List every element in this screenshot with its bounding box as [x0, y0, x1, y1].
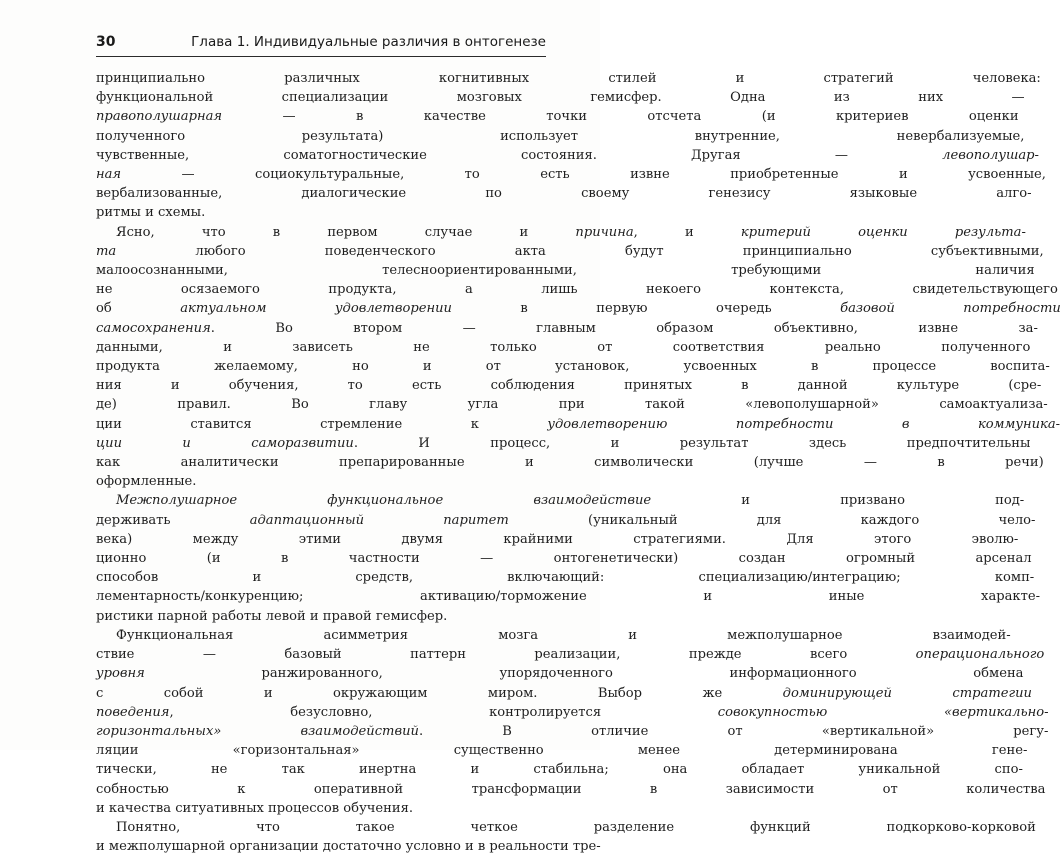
- paragraph: [96, 818, 1036, 856]
- text-run: и качества ситуативных процессов обучения.: [96, 800, 414, 816]
- text-line: [96, 88, 1025, 107]
- text-run: . В отличие от «вертикальной» регу-: [418, 723, 1049, 739]
- text-line: [96, 511, 1036, 530]
- text-run: данными, и зависеть не только от соответствия реально полученного: [96, 339, 1031, 355]
- text-line: [96, 338, 1031, 357]
- text-run: малоосознанными, телесноориентированными, требующими наличия: [96, 263, 1035, 279]
- text-run: и призвано под-: [651, 493, 1025, 509]
- italic-text: причина: [575, 224, 634, 240]
- italic-text: ная: [96, 167, 122, 183]
- text-line: [96, 549, 1032, 568]
- text-line: [96, 722, 1049, 741]
- italic-text: правополушарная: [96, 109, 223, 125]
- text-run: , и: [633, 224, 741, 240]
- text-run: ристики парной работы левой и правой гемисфер.: [96, 608, 448, 624]
- text-run: функциональной специализации мозговых гемисфер. Одна из них —: [96, 90, 1025, 106]
- text-line: [96, 242, 1044, 261]
- italic-text: левополушар-: [942, 147, 1039, 163]
- text-run: Функциональная асимметрия мозга и межполушарное взаимодей-: [116, 627, 1011, 643]
- italic-text: совокупностью «вертикально-: [717, 704, 1049, 720]
- italic-text: самосохранения: [96, 320, 211, 336]
- text-run: — социокультуральные, то есть извне приобретенные и усвоенные,: [121, 167, 1046, 183]
- text-run: вербализованные, диалогические по своему генезису языковые алго-: [96, 186, 1032, 202]
- text-run: принципиально различных когнитивных стилей и стратегий человека:: [96, 71, 1041, 86]
- italic-text: поведения: [96, 704, 170, 720]
- text-line: [96, 799, 546, 818]
- text-run: ствие — базовый паттерн реализации, прежде всего: [96, 647, 916, 663]
- text-line: [96, 319, 1038, 338]
- text-run: чувственные, соматогностические состояния. Другая —: [96, 147, 943, 163]
- italic-text: базовой потребности: [840, 301, 1061, 317]
- text-line: [96, 530, 1019, 549]
- text-run: века) между этими двумя крайними стратегиями. Для этого эволю-: [96, 531, 1019, 547]
- text-run: , безусловно, контролируется: [169, 704, 718, 720]
- text-line: [96, 280, 1058, 299]
- text-run: ранжированного, упорядоченного информационного обмена: [144, 666, 1024, 682]
- text-run: любого поведенческого акта будут принципиально субъективными,: [116, 243, 1044, 259]
- text-run: ритмы и схемы.: [96, 205, 206, 221]
- paragraph: [96, 223, 1061, 492]
- italic-text: уровня: [96, 666, 145, 682]
- text-run: полученного результата) использует внутренние, невербализуемые,: [96, 128, 1025, 144]
- text-run: Ясно, что в первом случае и: [116, 224, 576, 240]
- running-head: Глава 1. Индивидуальные различия в онтогенезе: [191, 34, 546, 50]
- text-run: оформленные.: [96, 474, 197, 490]
- text-run: — в качестве точки отсчета (и критериев оценки: [222, 109, 1019, 125]
- text-run: в первую очередь: [451, 301, 841, 317]
- text-run: и межполушарной организации достаточно условно и в реальности тре-: [96, 839, 601, 855]
- text-line: [96, 703, 1049, 722]
- text-line: [96, 491, 1025, 510]
- text-line: [96, 203, 546, 222]
- text-line: [96, 165, 1046, 184]
- text-line: [96, 184, 1032, 203]
- text-run: не осязаемого продукта, а лишь некоего контекста, свидетельствующего: [96, 282, 1058, 298]
- text-run: с собой и окружающим миром. Выбор же: [96, 685, 783, 701]
- italic-text: доминирующей стратегии: [782, 685, 1032, 701]
- text-line: [96, 127, 1025, 146]
- text-line: [96, 69, 1041, 88]
- text-line: [96, 664, 1024, 683]
- text-run: . Во втором — главным образом объективно, извне за-: [210, 320, 1038, 336]
- text-run: продукта желаемому, но и от установок, усвоенных в процессе воспита-: [96, 359, 1050, 375]
- paragraph: [96, 626, 1049, 818]
- text-line: [96, 626, 1011, 645]
- text-line: [96, 645, 1045, 664]
- text-line: [96, 472, 546, 491]
- page-header: [96, 34, 546, 54]
- text-line: [96, 684, 1032, 703]
- italic-text: удовлетворению потребности в коммуника-: [547, 416, 1061, 432]
- text-run: . И процесс, и результат здесь предпочтительны: [353, 435, 1031, 451]
- text-line: [96, 607, 546, 626]
- text-line: [96, 376, 1042, 395]
- text-line: [96, 299, 1061, 318]
- italic-text: операционального: [915, 647, 1045, 663]
- italic-text: ции и саморазвитии: [96, 435, 354, 451]
- italic-text: адаптационный паритет: [249, 512, 509, 528]
- text-run: собностью к оперативной трансформации в зависимости от количества: [96, 781, 1046, 797]
- text-line: [96, 741, 1028, 760]
- text-line: [96, 434, 1031, 453]
- text-line: [96, 415, 1061, 434]
- text-line: [96, 357, 1050, 376]
- text-run: ния и обучения, то есть соблюдения принятых в данной культуре (сре-: [96, 378, 1042, 394]
- paragraph: [96, 69, 1046, 223]
- text-run: тически, не так инертна и стабильна; она обладает уникальной спо-: [96, 762, 1023, 778]
- italic-text: горизонтальных» взаимодействий: [96, 723, 419, 739]
- italic-text: актуальном удовлетворении: [180, 301, 452, 317]
- text-run: как аналитически препарированные и символически (лучше — в речи): [96, 455, 1044, 471]
- text-line: [96, 223, 1026, 242]
- header-rule: [96, 56, 546, 57]
- italic-text: та: [96, 243, 117, 259]
- italic-text: Межполушарное функциональное взаимодействие: [116, 493, 652, 509]
- text-run: держивать: [96, 512, 250, 528]
- paragraph: [96, 491, 1041, 625]
- text-run: об: [96, 301, 181, 317]
- text-run: способов и средств, включающий: специализацию/интеграцию; комп-: [96, 570, 1035, 586]
- text-line: [96, 818, 1036, 837]
- text-line: [96, 837, 601, 856]
- text-line: [96, 107, 1019, 126]
- text-line: [96, 146, 1039, 165]
- text-run: Понятно, что такое четкое разделение функций подкорково-корковой: [116, 819, 1036, 835]
- italic-text: критерий оценки результа-: [740, 224, 1026, 240]
- page-number: 30: [96, 34, 116, 50]
- body-text: [96, 69, 1061, 856]
- text-run: де) правил. Во главу угла при такой «левополушарной» самоактуализа-: [96, 397, 1048, 413]
- text-line: [96, 568, 1035, 587]
- text-run: ции ставится стремление к: [96, 416, 548, 432]
- text-line: [96, 780, 1046, 799]
- text-line: [96, 453, 1044, 472]
- text-line: [96, 261, 1035, 280]
- text-run: (уникальный для каждого чело-: [508, 512, 1036, 528]
- text-run: лементарность/конкуренцию; активацию/торможение и иные характе-: [96, 589, 1041, 605]
- text-line: [96, 760, 1023, 779]
- text-run: ционно (и в частности — онтогенетически) создан огромный арсенал: [96, 551, 1032, 567]
- text-line: [96, 395, 1048, 414]
- text-run: ляции «горизонтальная» существенно менее детерминирована генe-: [96, 743, 1028, 759]
- text-line: [96, 587, 1041, 606]
